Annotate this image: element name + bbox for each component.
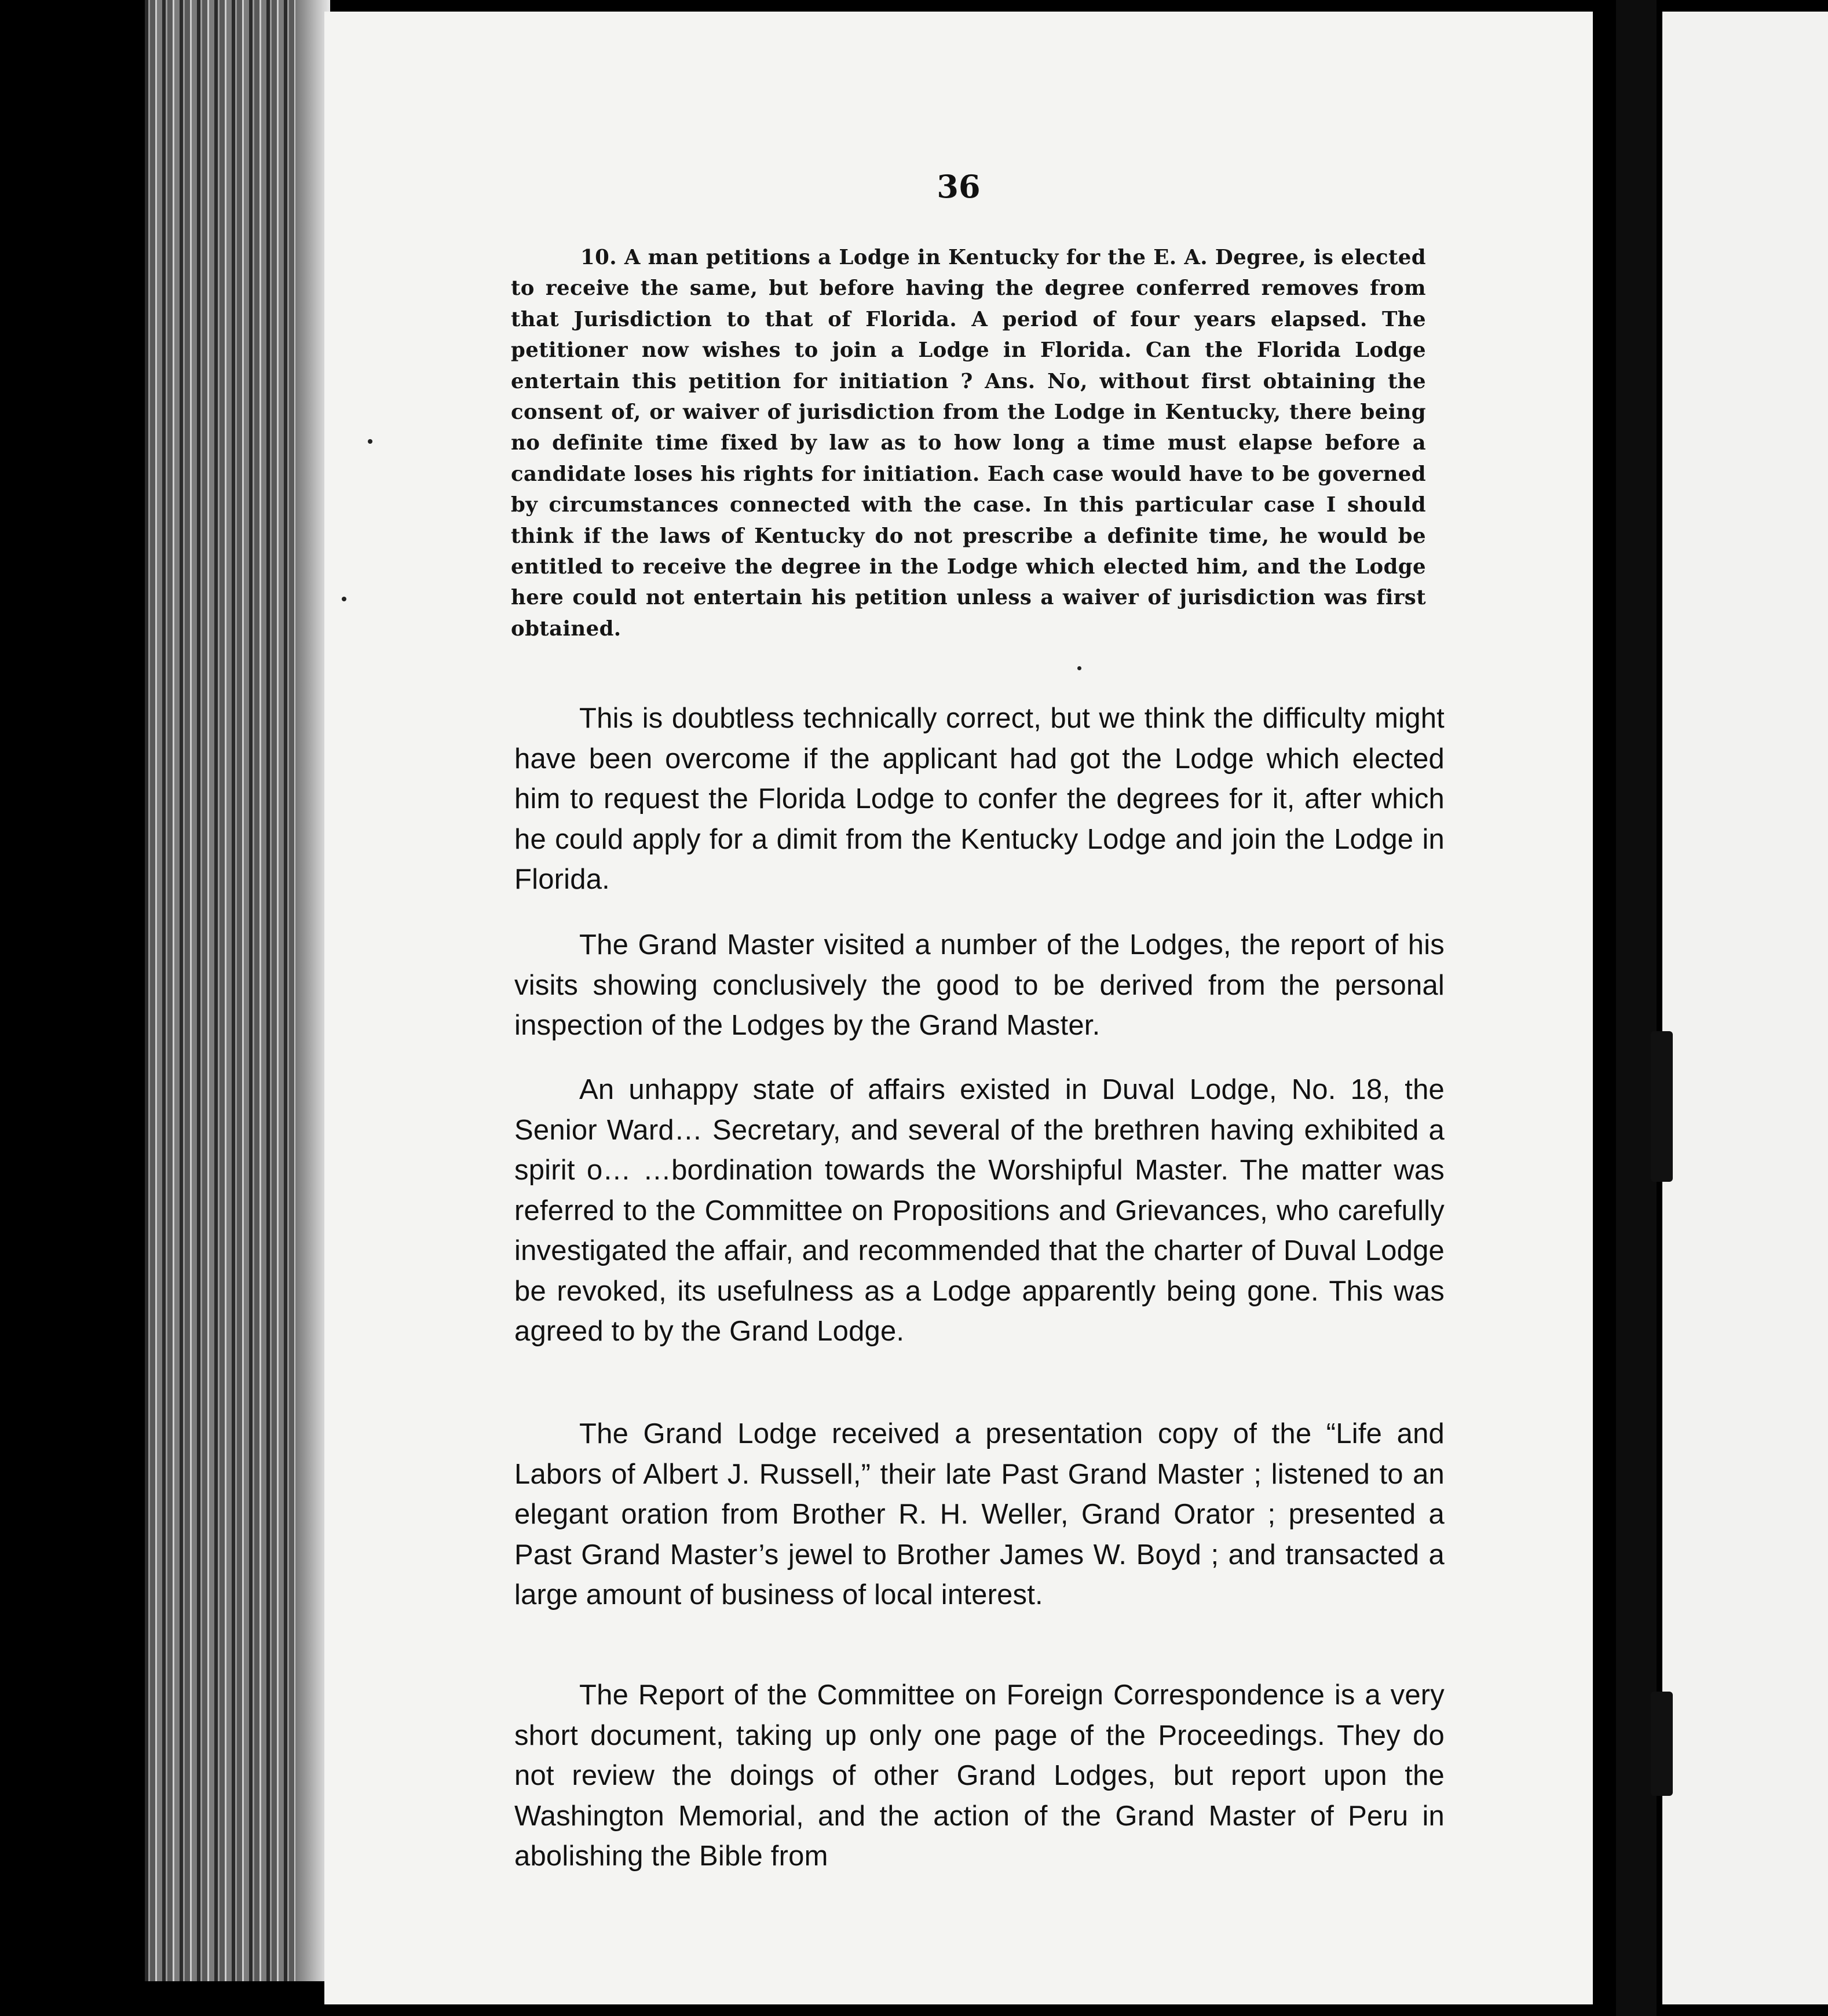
scan-speck xyxy=(368,439,372,444)
book-page-edges xyxy=(145,0,330,1981)
paragraph: The Grand Lodge received a presentation copy of the “Life and Labors of Albert J. Russell,” their late Past Grand Master ; listened to an elegant oration from Brother R. H. Weller, Grand Orator ; presented a Past Grand Master’s jewel to Brother James W. Boyd ; and transacted a large amount of business of local interest. xyxy=(514,1418,1445,1610)
paragraph: The Report of the Committee on Foreign Correspondence is a very short document, taking up only one page of the Proceedings. They do not review the doings of other Grand Lodges, but report upon the Washington Memorial, and the action of the Grand Master of Peru in abolishing the Bible from xyxy=(514,1679,1445,1872)
paragraph: This is doubtless technically correct, but we think the difficulty might have been overcome if the applicant had got the Lodge which elected him to request the Florida Lodge to confer the degrees for it, after which he could apply for a dimit from the Kentucky Lodge and join the Lodge in Florida. xyxy=(514,703,1445,895)
binding-tab xyxy=(1651,1692,1673,1796)
book-page xyxy=(324,12,1593,2004)
quoted-question-block: 10. A man petitions a Lodge in Kentucky for the E. A. Degree, is elected to receive the same, but before having the degree conferred removes from that Jurisdiction to that of Florida. A period of four years elapsed. The petitioner now wishes to join a Lodge in Florida. Can the Florida Lodge entertain this petition for initiation ? Ans. No, without first obtaining the consent of, or waiver of jurisdiction from the Lodge in Kentucky, there being no definite time fixed by law as to how long a time must elapse before a candidate loses his rights for initiation. Each case would have to be governed by circumstances connected with the case. In this particular case I should think if the laws of Kentucky do not prescribe a definite time, he would be entitled to receive the degree in the Lodge which elected him, and the Lodge here could not entertain his petition unless a waiver of jurisdiction was first obtained. xyxy=(511,246,1426,641)
paragraph: An unhappy state of affairs existed in Duval Lodge, No. 18, the Senior Ward… Secretary, and several of the brethren having exhibited a spirit o… …bordination towards the Worshipful Master. The matter was referred to the Committee on Propositions and Grievances, who carefully investigated the affair, and recommended that the charter of Duval Lodge be revoked, its usefulness as a Lodge apparently being gone. This was agreed to by the Grand Lodge. xyxy=(514,1074,1445,1347)
binding-tab xyxy=(1651,1031,1673,1182)
scan-speck xyxy=(342,597,346,601)
facing-page-edge xyxy=(1662,12,1828,2004)
page-number: 36 xyxy=(937,168,981,205)
paragraph: The Grand Master visited a number of the Lodges, the report of his visits showing conclusively the good to be derived from the personal inspection of the Lodges by the Grand Master. xyxy=(514,929,1445,1041)
scan-speck xyxy=(1077,666,1081,670)
